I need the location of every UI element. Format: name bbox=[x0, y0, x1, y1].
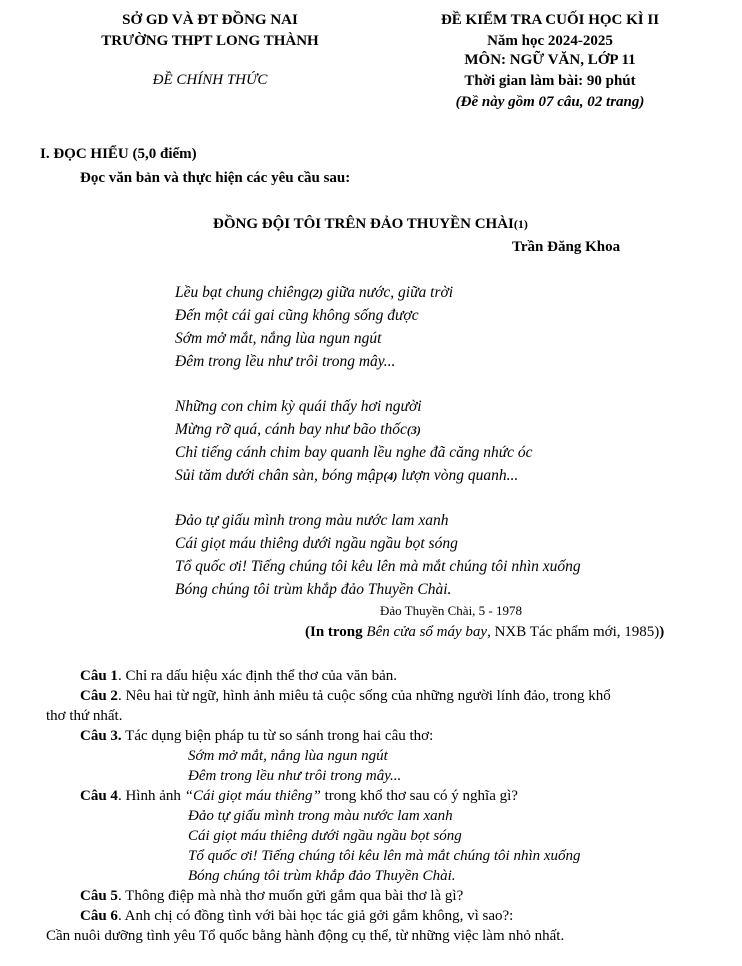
poem-line: Đảo tự giấu mình trong màu nước lam xanh bbox=[175, 512, 449, 529]
poem-line: Sớm mở mắt, nắng lùa ngun ngút bbox=[175, 330, 382, 347]
subject: MÔN: NGỮ VĂN, LỚP 11 bbox=[464, 52, 636, 68]
question-2: Câu 2. Nêu hai từ ngữ, hình ảnh miêu tả cuộc sống của những người lính đảo, trong khổ bbox=[80, 688, 611, 704]
poem-title bbox=[213, 216, 528, 233]
quoted-verse: Đêm trong lều như trôi trong mây... bbox=[188, 768, 402, 784]
question-3: Câu 3. Tác dụng biện pháp tu từ so sánh trong hai câu thơ: bbox=[80, 728, 434, 744]
question-6-continuation: Cần nuôi dưỡng tình yêu Tổ quốc bằng hành động cụ thể, từ những việc làm nhỏ nhất. bbox=[46, 928, 565, 944]
poem-line: Đến một cái gai cũng không sống được bbox=[175, 307, 419, 324]
quoted-verse: Sớm mở mắt, nắng lùa ngun ngút bbox=[188, 748, 388, 764]
poem-title-text: ĐỒNG ĐỘI TÔI TRÊN ĐẢO THUYỀN CHÀI bbox=[213, 216, 514, 232]
footnote-marker: (4) bbox=[383, 469, 398, 483]
official-label: ĐỀ CHÍNH THỨC bbox=[152, 72, 268, 88]
poem-author: Trần Đăng Khoa bbox=[512, 239, 621, 255]
poem-source: (In trong Bên cửa sổ máy bay, NXB Tác phẩm mới, 1985)) bbox=[305, 624, 665, 640]
section-instruction: Đọc văn bản và thực hiện các yêu cầu sau: bbox=[80, 170, 351, 186]
page-count-note: (Đề này gồm 07 câu, 02 trang) bbox=[455, 94, 645, 110]
poem-line: Lều bạt chung chiêng(2) giữa nước, giữa trời bbox=[175, 284, 454, 301]
school-year: Năm học 2024-2025 bbox=[487, 33, 613, 49]
exam-title: ĐỀ KIỂM TRA CUỐI HỌC KÌ II bbox=[440, 12, 660, 28]
source-book-title: Bên cửa sổ máy bay bbox=[366, 624, 488, 640]
school-name: TRƯỜNG THPT LONG THÀNH bbox=[101, 33, 319, 49]
quoted-verse: Bóng chúng tôi trùm khắp đảo Thuyền Chài. bbox=[188, 868, 456, 884]
question-1: Câu 1. Chỉ ra dấu hiệu xác định thể thơ của văn bản. bbox=[80, 668, 398, 684]
poem-line: Bóng chúng tôi trùm khắp đảo Thuyền Chài. bbox=[175, 581, 452, 598]
quoted-verse: Tổ quốc ơi! Tiếng chúng tôi kêu lên mà mắt chúng tôi nhìn xuống bbox=[188, 848, 581, 864]
quoted-verse: Đảo tự giấu mình trong màu nước lam xanh bbox=[188, 808, 453, 824]
poem-line: Những con chim kỳ quái thấy hơi người bbox=[175, 398, 422, 415]
poem-line: Tổ quốc ơi! Tiếng chúng tôi kêu lên mà mắt chúng tôi nhìn xuống bbox=[175, 558, 581, 575]
question-6: Câu 6. Anh chị có đồng tình với bài học tác giả gởi gắm không, vì sao?: bbox=[80, 908, 514, 924]
question-4: Câu 4. Hình ảnh “Cái giọt máu thiêng” trong khổ thơ sau có ý nghĩa gì? bbox=[80, 788, 518, 804]
poem-line: Mừng rỡ quá, cánh bay như bão thốc(3) bbox=[175, 421, 421, 438]
question-5: Câu 5. Thông điệp mà nhà thơ muốn gửi gắm qua bài thơ là gì? bbox=[80, 888, 464, 904]
footnote-marker: (2) bbox=[308, 286, 323, 300]
footnote-marker: (1) bbox=[513, 217, 528, 231]
exam-time: Thời gian làm bài: 90 phút bbox=[464, 73, 636, 89]
poem-line: Sủi tăm dưới chân sàn, bóng mập(4) lượn vòng quanh... bbox=[175, 467, 519, 484]
poem-line: Cái giọt máu thiêng dưới ngầu ngầu bọt sóng bbox=[175, 535, 458, 552]
section-title: I. ĐỌC HIỂU (5,0 điểm) bbox=[40, 146, 197, 162]
footnote-marker: (3) bbox=[406, 423, 421, 437]
department-name: SỞ GD VÀ ĐT ĐỒNG NAI bbox=[122, 12, 298, 28]
poem-line: Chỉ tiếng cánh chim bay quanh lều nghe đã căng nhức óc bbox=[175, 444, 533, 461]
question-2-continuation: thơ thứ nhất. bbox=[46, 708, 123, 724]
quoted-verse: Cái giọt máu thiêng dưới ngầu ngầu bọt sóng bbox=[188, 828, 462, 844]
poem-place-date: Đảo Thuyền Chài, 5 - 1978 bbox=[380, 603, 523, 618]
poem-line: Đêm trong lều như trôi trong mây... bbox=[175, 353, 396, 370]
